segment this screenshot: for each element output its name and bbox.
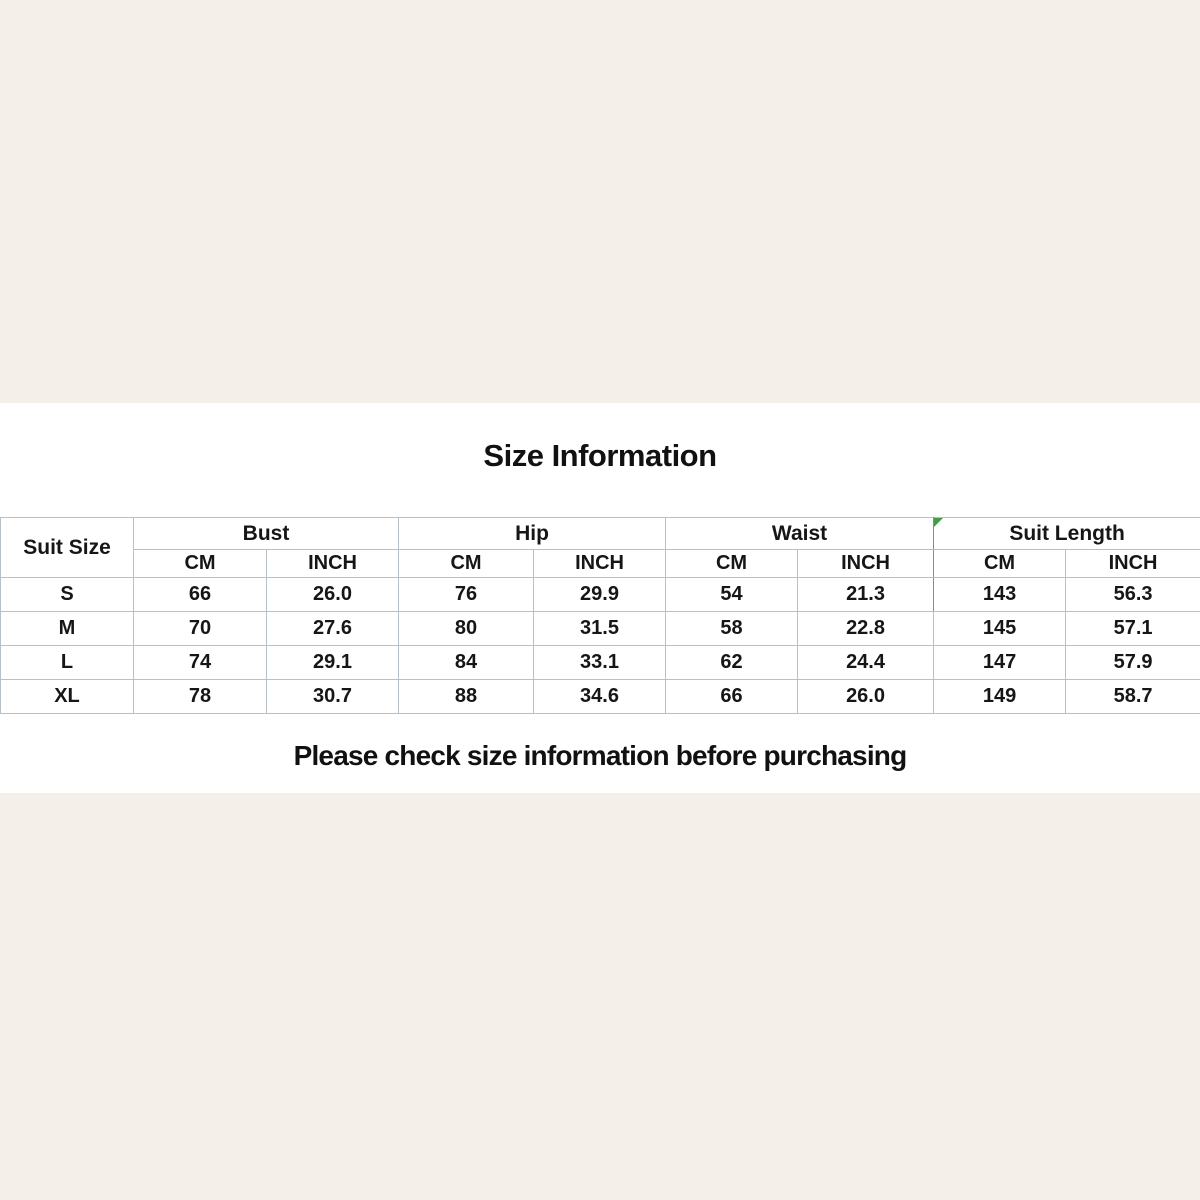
group-header-suit-length-label: Suit Length (1009, 521, 1125, 545)
suit-length-inch: 57.9 (1066, 646, 1200, 680)
table-group-header-row (1, 518, 1200, 550)
suit-length-cm: 143 (934, 578, 1066, 612)
hip-inch: 34.6 (534, 680, 666, 714)
size-label: L (1, 646, 134, 680)
bust-inch: 30.7 (267, 680, 399, 714)
page-title: Size Information (483, 438, 717, 473)
bust-inch: 27.6 (267, 612, 399, 646)
green-corner-flag-icon (934, 518, 943, 527)
suit-length-inch: 57.1 (1066, 612, 1200, 646)
suit-length-inch: 58.7 (1066, 680, 1200, 714)
waist-cm: 66 (666, 680, 798, 714)
table-row-s (1, 578, 1200, 612)
unit-header-hip-inch: INCH (534, 550, 666, 578)
unit-header-hip-cm: CM (399, 550, 534, 578)
unit-header-suit-length-cm: CM (934, 550, 1066, 578)
waist-inch: 22.8 (798, 612, 934, 646)
table-unit-header-row (1, 550, 1200, 578)
group-header-bust: Bust (134, 518, 399, 550)
unit-header-bust-inch: INCH (267, 550, 399, 578)
table-row-m (1, 612, 1200, 646)
table-row-l (1, 646, 1200, 680)
hip-cm: 88 (399, 680, 534, 714)
suit-length-cm: 149 (934, 680, 1066, 714)
unit-header-suit-length-inch: INCH (1066, 550, 1200, 578)
hip-cm: 76 (399, 578, 534, 612)
size-label: XL (1, 680, 134, 714)
suit-length-inch: 56.3 (1066, 578, 1200, 612)
bust-inch: 29.1 (267, 646, 399, 680)
bust-cm: 66 (134, 578, 267, 612)
size-table (0, 517, 1200, 714)
table-row-xl (1, 680, 1200, 714)
bust-cm: 70 (134, 612, 267, 646)
suit-length-cm: 147 (934, 646, 1066, 680)
unit-header-waist-inch: INCH (798, 550, 934, 578)
purchase-note: Please check size information before purchasing (293, 740, 907, 771)
size-label: M (1, 612, 134, 646)
waist-inch: 24.4 (798, 646, 934, 680)
bust-cm: 78 (134, 680, 267, 714)
group-header-suit-length (934, 518, 1200, 550)
waist-cm: 62 (666, 646, 798, 680)
unit-header-waist-cm: CM (666, 550, 798, 578)
group-header-hip: Hip (399, 518, 666, 550)
waist-inch: 21.3 (798, 578, 934, 612)
suit-length-cm: 145 (934, 612, 1066, 646)
bust-cm: 74 (134, 646, 267, 680)
hip-cm: 80 (399, 612, 534, 646)
bust-inch: 26.0 (267, 578, 399, 612)
hip-inch: 33.1 (534, 646, 666, 680)
hip-inch: 29.9 (534, 578, 666, 612)
waist-cm: 54 (666, 578, 798, 612)
waist-inch: 26.0 (798, 680, 934, 714)
hip-cm: 84 (399, 646, 534, 680)
waist-cm: 58 (666, 612, 798, 646)
hip-inch: 31.5 (534, 612, 666, 646)
group-header-waist: Waist (666, 518, 934, 550)
size-info-panel (0, 403, 1200, 793)
corner-header-suit-size: Suit Size (1, 518, 134, 578)
size-label: S (1, 578, 134, 612)
unit-header-bust-cm: CM (134, 550, 267, 578)
